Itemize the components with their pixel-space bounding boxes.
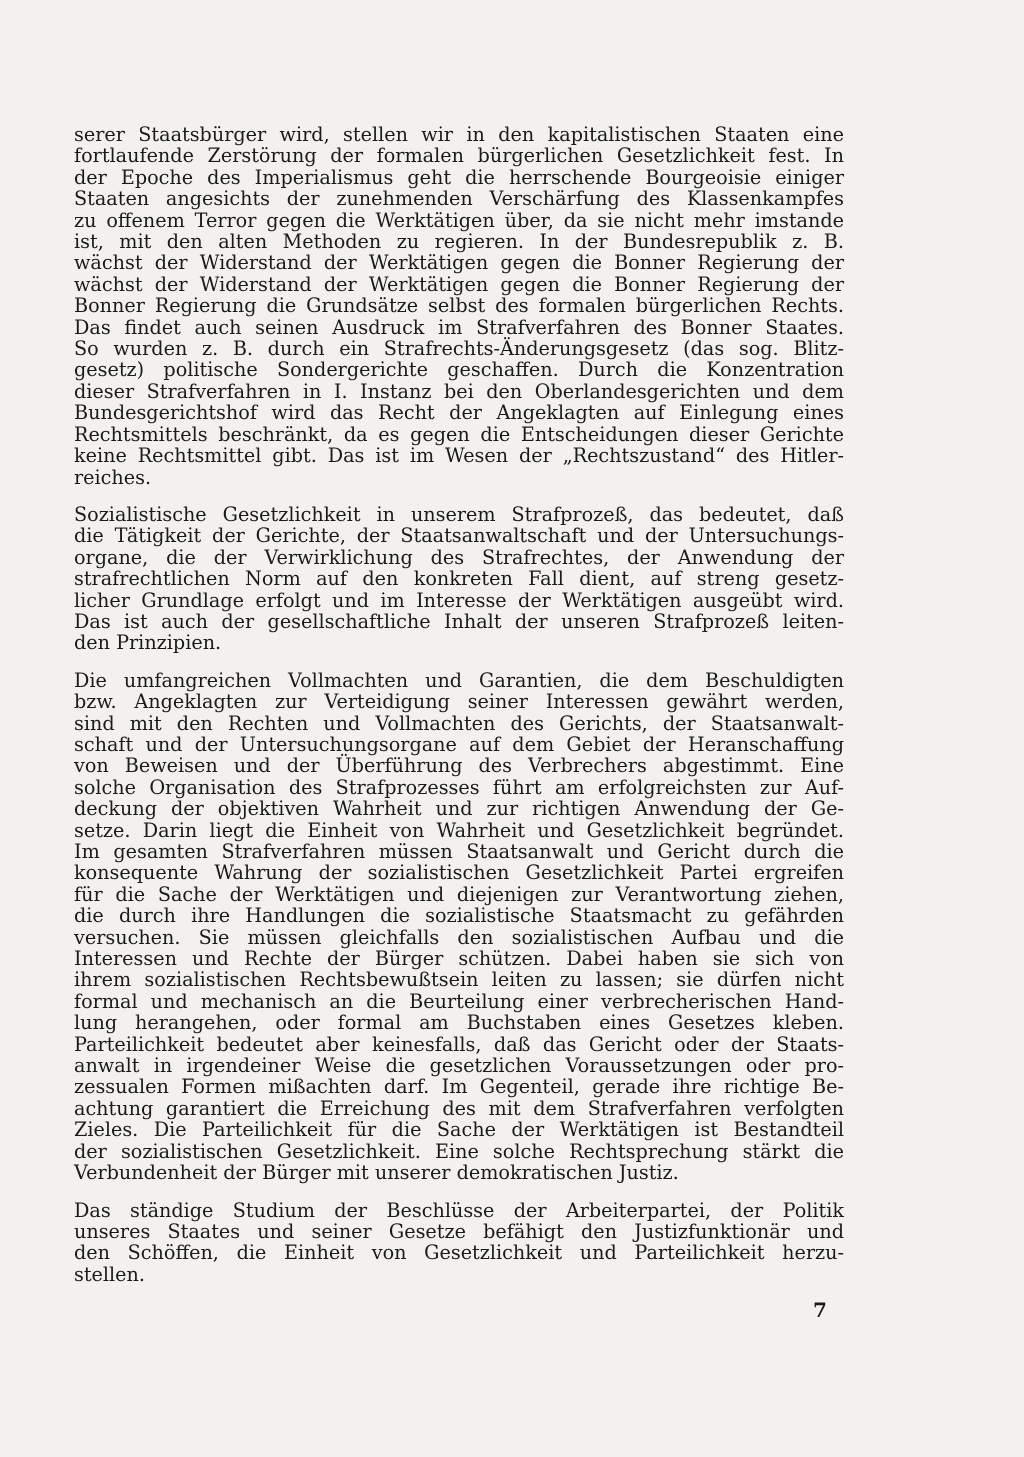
text-line: strafrechtlichen Norm auf den konkreten Fall dient, auf streng gesetz- — [74, 567, 844, 591]
text-line: Verbundenheit der Bürger mit unserer demokratischen Justiz. — [74, 1161, 679, 1185]
text-line: konsequente Wahrung der sozialistischen Gesetzlichkeit Partei ergreifen — [74, 861, 844, 885]
text-line: versuchen. Sie müssen gleichfalls den sozialistischen Aufbau und die — [74, 925, 844, 949]
body-text — [74, 124, 844, 1285]
text-line: Staaten angesichts der zunehmenden Verschärfung des Klassenkampfes — [74, 187, 844, 211]
text-line: die Tätigkeit der Gerichte, der Staatsanwaltschaft und der Untersuchungs- — [74, 524, 844, 548]
text-line: wächst der Widerstand der Werktätigen gegen die Bonner Regierung der — [74, 251, 844, 275]
text-line: Interessen und Rechte der Bürger schützen. Dabei haben sie sich von — [74, 947, 844, 971]
text-line: fortlaufende Zerstörung der formalen bürgerlichen Gesetzlichkeit fest. In — [74, 144, 844, 168]
text-line: schaft und der Untersuchungsorgane auf dem Gebiet der Heranschaffung — [74, 732, 844, 756]
text-line: bzw. Angeklagten zur Verteidigung seiner Interessen gewährt werden, — [74, 690, 844, 714]
text-line: zu offenem Terror gegen die Werktätigen über, da sie nicht mehr imstande — [74, 208, 844, 232]
text-line: dieser Strafverfahren in I. Instanz bei den Oberlandesgerichten und dem — [74, 379, 844, 403]
text-line: reiches. — [74, 465, 152, 489]
text-line: Das ist auch der gesellschaftliche Inhalt der unseren Strafprozeß leiten- — [74, 609, 844, 633]
paragraph — [74, 504, 844, 654]
text-line: serer Staatsbürger wird, stellen wir in den kapitalistischen Staaten eine — [74, 123, 844, 146]
text-line: der sozialistischen Gesetzlichkeit. Eine solche Rechtsprechung stärkt die — [74, 1139, 844, 1163]
text-line: keine Rechtsmittel gibt. Das ist im Wesen der „Rechtszustand“ des Hitler- — [74, 444, 844, 468]
text-line: Sozialistische Gesetzlichkeit in unserem Strafprozeß, das bedeutet, daß — [74, 502, 844, 526]
text-line: gesetz) politische Sondergerichte geschaffen. Durch die Konzentration — [74, 358, 844, 382]
text-line: achtung garantiert die Erreichung des mit dem Strafverfahren verfolgten — [74, 1096, 844, 1120]
text-line: ist, mit den alten Methoden zu regieren. In der Bundesrepublik z. B. — [74, 230, 844, 254]
text-line: für die Sache der Werktätigen und diejenigen zur Verantwortung ziehen, — [74, 882, 844, 906]
paragraph — [74, 1200, 844, 1286]
text-line: wächst der Widerstand der Werktätigen gegen die Bonner Regierung der — [74, 272, 844, 296]
text-line: Das findet auch seinen Ausdruck im Strafverfahren des Bonner Staates. — [74, 315, 844, 339]
text-line: die durch ihre Handlungen die sozialistische Staatsmacht zu gefährden — [74, 904, 844, 928]
text-line: ihrem sozialistischen Rechtsbewußtsein leiten zu lassen; sie dürfen nicht — [74, 968, 844, 992]
text-line: der Epoche des Imperialismus geht die herrschende Bourgeoisie einiger — [74, 165, 844, 189]
text-line: anwalt in irgendeiner Weise die gesetzlichen Voraussetzungen oder pro- — [74, 1054, 844, 1078]
text-line: zessualen Formen mißachten darf. Im Gegenteil, gerade ihre richtige Be- — [74, 1075, 844, 1099]
text-line: licher Grundlage erfolgt und im Interesse der Werktätigen ausgeübt wird. — [74, 588, 844, 612]
text-line: Rechtsmittels beschränkt, da es gegen die Entscheidungen dieser Gerichte — [74, 422, 844, 446]
text-line: stellen. — [74, 1262, 145, 1286]
text-line: Zieles. Die Parteilichkeit für die Sache der Werktätigen ist Bestandteil — [74, 1118, 844, 1142]
text-line: unseres Staates und seiner Gesetze befähigt den Justizfunktionär und — [74, 1219, 844, 1243]
text-line: Im gesamten Strafverfahren müssen Staatsanwalt und Gericht durch die — [74, 840, 844, 863]
text-line: sind mit den Rechten und Vollmachten des Gerichts, der Staatsanwalt- — [74, 711, 844, 735]
text-line: Das ständige Studium der Beschlüsse der Arbeiterpartei, der Politik — [74, 1198, 844, 1222]
text-line: den Prinzipien. — [74, 631, 222, 655]
paragraph — [74, 124, 844, 488]
page-number: 7 — [813, 1298, 827, 1322]
text-line: solche Organisation des Strafprozesses führt am erfolgreichsten zur Auf- — [74, 775, 844, 799]
text-line: den Schöffen, die Einheit von Gesetzlichkeit und Parteilichkeit herzu- — [74, 1241, 844, 1265]
paragraph — [74, 670, 844, 1184]
text-line: Die umfangreichen Vollmachten und Garantien, die dem Beschuldigten — [74, 668, 844, 692]
text-line: deckung der objektiven Wahrheit und zur richtigen Anwendung der Ge- — [74, 797, 844, 821]
text-line: So wurden z. B. durch ein Strafrechts-Änderungsgesetz (das sog. Blitz- — [74, 337, 844, 361]
text-line: setze. Darin liegt die Einheit von Wahrheit und Gesetzlichkeit begründet. — [74, 818, 844, 842]
text-line: Bonner Regierung die Grundsätze selbst des formalen bürgerlichen Rechts. — [74, 294, 844, 318]
text-line: formal und mechanisch an die Beurteilung einer verbrecherischen Hand- — [74, 989, 844, 1013]
text-line: Bundesgerichtshof wird das Recht der Angeklagten auf Einlegung eines — [74, 401, 844, 425]
text-line: von Beweisen und der Überführung des Verbrechers abgestimmt. Eine — [74, 754, 844, 778]
text-line: organe, die der Verwirklichung des Strafrechtes, der Anwendung der — [74, 545, 844, 569]
text-line: lung herangehen, oder formal am Buchstaben eines Gesetzes kleben. — [74, 1011, 844, 1035]
text-line: Parteilichkeit bedeutet aber keinesfalls, daß das Gericht oder der Staats- — [74, 1032, 844, 1056]
